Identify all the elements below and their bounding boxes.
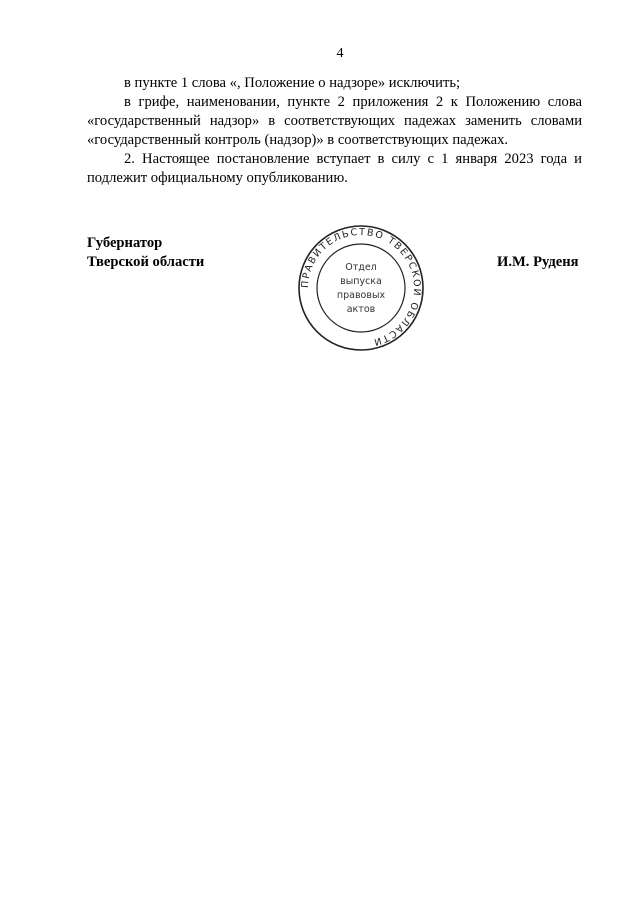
signatory-position-line-2: Тверской области [87, 254, 205, 270]
signatory-position [87, 234, 204, 272]
document-body [87, 74, 582, 188]
stamp-center-line-3: правовых [336, 290, 386, 301]
page-number: 4 [336, 46, 344, 61]
paragraph-3: 2. Настоящее постановление вступает в силу с 1 января 2023 года и подлежит официальному опубликованию. [87, 151, 582, 186]
official-stamp [297, 224, 425, 352]
stamp-center-line-4: актов [346, 304, 376, 315]
stamp-outer-ring [299, 226, 423, 350]
stamp-ring-text: ПРАВИТЕЛЬСТВО ТВЕРСКОЙ ОБЛАСТИ [299, 226, 423, 348]
stamp-seal-icon [297, 224, 425, 352]
signatory-position-line-1: Губернатор [87, 235, 163, 251]
paragraph-2: в грифе, наименовании, пункте 2 приложения 2 к Положению слова «государственный надзор» в соответствующих падежах заменить словами «государственный контроль (надзор)» в соответствующих падежах. [87, 94, 582, 148]
stamp-center-line-2: выпуска [340, 276, 382, 287]
signatory-name: И.М. Руденя [497, 254, 579, 270]
paragraph-1: в пункте 1 слова «, Положение о надзоре» исключить; [124, 75, 461, 91]
stamp-center-line-1: Отдел [345, 262, 377, 273]
stamp-inner-ring [317, 244, 405, 332]
